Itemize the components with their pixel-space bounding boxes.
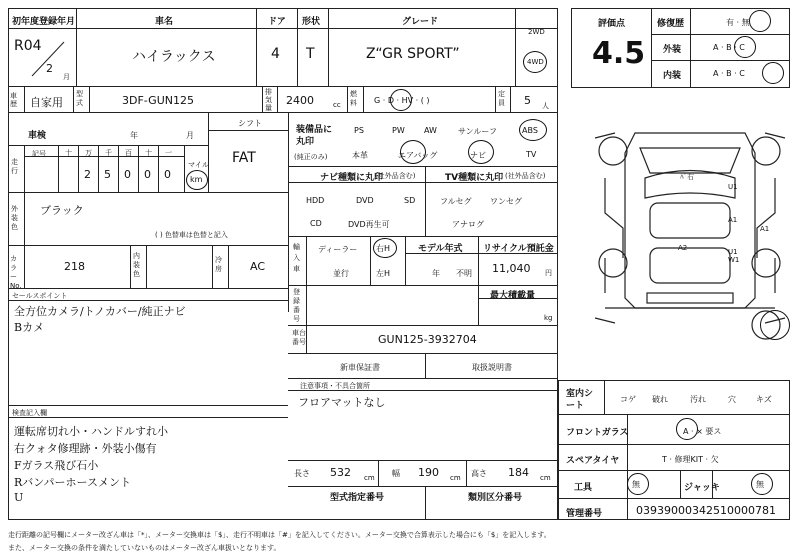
width-unit: cm bbox=[450, 474, 461, 482]
inspector-line: Fガラス飛び石小 bbox=[14, 459, 99, 472]
width-value: 190 bbox=[418, 466, 439, 479]
warranty-label: 新車保証書 bbox=[340, 363, 380, 372]
doors: 4 bbox=[271, 46, 280, 62]
tv-fullseg: フルセグ bbox=[440, 197, 472, 206]
glass-a-circle bbox=[676, 418, 698, 440]
seat-item: キズ bbox=[756, 395, 772, 404]
diag-a2: A2 bbox=[678, 244, 688, 252]
seat-item: 破れ bbox=[652, 395, 668, 404]
equipment-item: PW bbox=[392, 126, 405, 135]
navi-label: ナビ種類に丸印 bbox=[320, 173, 384, 183]
diag-a1-b: A1 bbox=[760, 225, 770, 233]
grade-label: グレード bbox=[402, 17, 439, 27]
capacity: 5 bbox=[524, 94, 531, 107]
seat-item: 汚れ bbox=[690, 395, 706, 404]
equipment-item: ナビ bbox=[470, 151, 486, 160]
length-label: 長さ bbox=[294, 469, 310, 478]
length-value: 532 bbox=[330, 466, 351, 479]
class-no-label: 類別区分番号 bbox=[468, 493, 523, 503]
jack-value: 無 bbox=[756, 480, 764, 489]
mileage-digit: 5 bbox=[104, 168, 111, 181]
navi-note: (社外品含む) bbox=[375, 172, 416, 180]
tv-oneseg: ワンセグ bbox=[490, 197, 522, 206]
persons-unit: 人 bbox=[542, 102, 549, 110]
notes-label: 注意事項・不具合箇所 bbox=[300, 382, 370, 390]
car-name: ハイラックス bbox=[132, 49, 216, 65]
import-dealer: ディーラー bbox=[318, 245, 358, 254]
displacement: 2400 bbox=[286, 94, 314, 107]
mgmt-value: 03939000342510000781 bbox=[636, 504, 776, 517]
width-label: 幅 bbox=[392, 469, 400, 478]
model-year-year: 年 bbox=[432, 269, 440, 278]
equipment-note: (純正のみ) bbox=[294, 153, 328, 161]
equipment-item: TV bbox=[526, 150, 537, 159]
diag-u1-a: U1 bbox=[728, 183, 738, 191]
model-year-label: モデル年式 bbox=[418, 244, 463, 254]
model-label: 型式 bbox=[76, 90, 83, 107]
height-label: 高さ bbox=[471, 469, 487, 478]
diag-mark: ﾊﾟ右 bbox=[680, 173, 694, 181]
mileage-digit-label: 十 bbox=[65, 149, 72, 157]
footer-line-2: また、メーター交換の条件を満たしていないものはメーター改ざん車扱いとなります。 bbox=[8, 544, 281, 552]
recycle-unit: 円 bbox=[545, 269, 552, 277]
mileage-digit: 0 bbox=[164, 168, 171, 181]
inspector-line: 右クォタ修理跡・外装小傷有 bbox=[14, 442, 157, 455]
mileage-mile: マイル bbox=[188, 161, 209, 169]
interior-color-label: 内装色 bbox=[133, 252, 140, 278]
reg-label: 登録番号 bbox=[293, 288, 300, 323]
mileage-digit: 0 bbox=[144, 168, 151, 181]
mileage-digit: 0 bbox=[124, 168, 131, 181]
fuel-diesel-circle bbox=[390, 89, 412, 111]
month-unit: 月 bbox=[63, 73, 70, 81]
seat-label: 室内シート bbox=[566, 389, 594, 411]
mileage-code-label: 記号 bbox=[32, 150, 46, 158]
grade: Z“GR SPORT” bbox=[366, 46, 460, 62]
interior-label: 内装 bbox=[663, 71, 682, 81]
model-year-unknown: 不明 bbox=[456, 269, 472, 278]
first-reg-era: R04 bbox=[14, 38, 42, 54]
chassis-value: GUN125-3932704 bbox=[378, 333, 477, 346]
usage-label: 車歴 bbox=[10, 92, 17, 108]
drive-2wd: 2WD bbox=[528, 28, 545, 36]
spare-label: スペアタイヤ bbox=[566, 456, 620, 466]
tv-note: (社外品含む) bbox=[505, 172, 546, 180]
inspector-line: 運転席切れ小・ハンドルすれ小 bbox=[14, 425, 168, 438]
usage: 自家用 bbox=[30, 96, 63, 109]
repair-options: 有 · 無 bbox=[726, 18, 750, 27]
recycle-label: リサイクル預託金 bbox=[483, 244, 554, 254]
manual-label: 取扱説明書 bbox=[472, 363, 512, 372]
ac-value: AC bbox=[250, 260, 266, 273]
equipment-item: AW bbox=[424, 126, 437, 135]
jack-label: ジャッキ bbox=[684, 483, 720, 493]
car-name-label: 車名 bbox=[155, 17, 174, 27]
mileage-label: 走行 bbox=[11, 158, 18, 175]
tools-value: 無 bbox=[632, 480, 640, 489]
fuel-options: G · D · HV · ( ) bbox=[374, 96, 430, 105]
mileage-digit-label: 千 bbox=[105, 149, 112, 157]
glass-options: A · × 要ス bbox=[683, 427, 722, 436]
seat-item: コゲ bbox=[620, 395, 636, 404]
score-label: 評価点 bbox=[598, 19, 626, 29]
mileage-digit: 2 bbox=[84, 168, 91, 181]
navi-hdd: HDD bbox=[306, 196, 325, 205]
equipment-item: ABS bbox=[522, 126, 538, 135]
equipment-item: 本革 bbox=[352, 151, 368, 160]
color-no-label: カラーNo. bbox=[10, 255, 22, 290]
displacement-label: 排気量 bbox=[265, 88, 272, 112]
sales-point-label: セールスポイント bbox=[12, 292, 68, 300]
shift-value: FAT bbox=[232, 150, 256, 166]
mgmt-label: 管理番号 bbox=[566, 509, 603, 519]
navi-dvd-play: DVD再生可 bbox=[348, 220, 390, 229]
exterior-b-circle bbox=[734, 36, 756, 58]
equipment-item: PS bbox=[354, 126, 364, 135]
spare-options: T · 修理KIT · 欠 bbox=[662, 455, 719, 464]
inspection-label: 車検 bbox=[28, 131, 47, 141]
import-left: 左H bbox=[376, 269, 391, 278]
footer-line-1: 走行距離の記号欄にメーター改ざん車は「*」、メーター交換車は「$」、走行不明車は「#」を記入してください。メーター交換で合算表示した場合にも「$」を記入します。 bbox=[8, 531, 551, 539]
tools-label: 工具 bbox=[574, 483, 593, 493]
capacity-label: 定員 bbox=[498, 90, 505, 107]
inspection-month: 月 bbox=[186, 131, 194, 140]
equipment-label: 装備品に丸印 bbox=[296, 125, 333, 147]
repair-none-circle bbox=[749, 10, 771, 32]
doors-label: ドア bbox=[268, 17, 286, 27]
interior-options: A · B · C bbox=[713, 69, 745, 78]
navi-dvd: DVD bbox=[356, 196, 374, 205]
exterior-options: A · B · C bbox=[713, 43, 745, 52]
score-value: 4.5 bbox=[592, 36, 646, 71]
inspector-line: Rバンパーホースメント bbox=[14, 476, 131, 489]
color-no-value: 218 bbox=[64, 260, 85, 273]
color-value: ブラック bbox=[40, 204, 84, 217]
drive-4wd: 4WD bbox=[527, 58, 544, 66]
mileage-digit-label: 百 bbox=[125, 149, 132, 157]
first-reg-month: 2 bbox=[46, 62, 53, 75]
navi-cd: CD bbox=[310, 219, 322, 228]
mileage-digit-label: 一 bbox=[165, 149, 172, 157]
repair-label: 修復歴 bbox=[657, 19, 685, 29]
spare-circle bbox=[760, 310, 790, 340]
tv-analog: アナログ bbox=[452, 220, 484, 229]
interior-c-circle bbox=[762, 62, 784, 84]
shape-label: 形状 bbox=[302, 17, 321, 27]
fuel-label: 燃料 bbox=[350, 90, 357, 107]
length-unit: cm bbox=[364, 474, 375, 482]
model: 3DF-GUN125 bbox=[122, 94, 194, 107]
import-right: 右H bbox=[376, 244, 391, 253]
diag-u1-b: U1 bbox=[728, 248, 738, 256]
seat-item: 穴 bbox=[728, 395, 736, 404]
cc-unit: cc bbox=[333, 101, 341, 109]
first-reg-label: 初年度登録年月 bbox=[12, 17, 76, 27]
load-unit: kg bbox=[544, 314, 553, 322]
diag-a1: A1 bbox=[728, 216, 738, 224]
height-unit: cm bbox=[540, 474, 551, 482]
load-label: 最大積載量 bbox=[490, 291, 536, 301]
import-label: 輸入車 bbox=[293, 243, 300, 273]
mileage-digit-label: 万 bbox=[85, 149, 92, 157]
mileage-digit-label: 十 bbox=[145, 149, 152, 157]
diag-w1: W1 bbox=[728, 256, 740, 264]
shift-label: シフト bbox=[238, 119, 262, 128]
color-label: 外装色 bbox=[11, 205, 18, 231]
inspector-label: 検査記入欄 bbox=[12, 409, 47, 417]
shape: T bbox=[306, 46, 315, 62]
type-no-label: 型式指定番号 bbox=[330, 493, 385, 503]
equipment-item: サンルーフ bbox=[458, 127, 497, 136]
color-note: ( ) 色替車は色替と記入 bbox=[155, 231, 228, 239]
inspection-year: 年 bbox=[130, 131, 138, 140]
sales-point-line: 全方位カメラ/トノカバー/純正ナビ bbox=[14, 305, 186, 318]
equipment-item: エアバッグ bbox=[398, 151, 438, 160]
notes-line-1: フロアマットなし bbox=[298, 396, 386, 409]
vehicle-diagram bbox=[565, 108, 795, 378]
mileage-km: km bbox=[190, 175, 203, 184]
exterior-label: 外装 bbox=[663, 45, 682, 55]
sales-point-line: Bカメ bbox=[14, 321, 45, 334]
recycle-value: 11,040 bbox=[492, 262, 531, 275]
navi-sd: SD bbox=[404, 196, 416, 205]
import-parallel: 並行 bbox=[333, 269, 349, 278]
tv-label: TV種類に丸印 bbox=[445, 173, 504, 183]
chassis-label: 車台番号 bbox=[292, 329, 306, 346]
glass-label: フロントガラス bbox=[566, 428, 629, 438]
height-value: 184 bbox=[508, 466, 529, 479]
ac-label: 冷房 bbox=[215, 256, 222, 273]
inspector-line: U bbox=[14, 491, 24, 504]
